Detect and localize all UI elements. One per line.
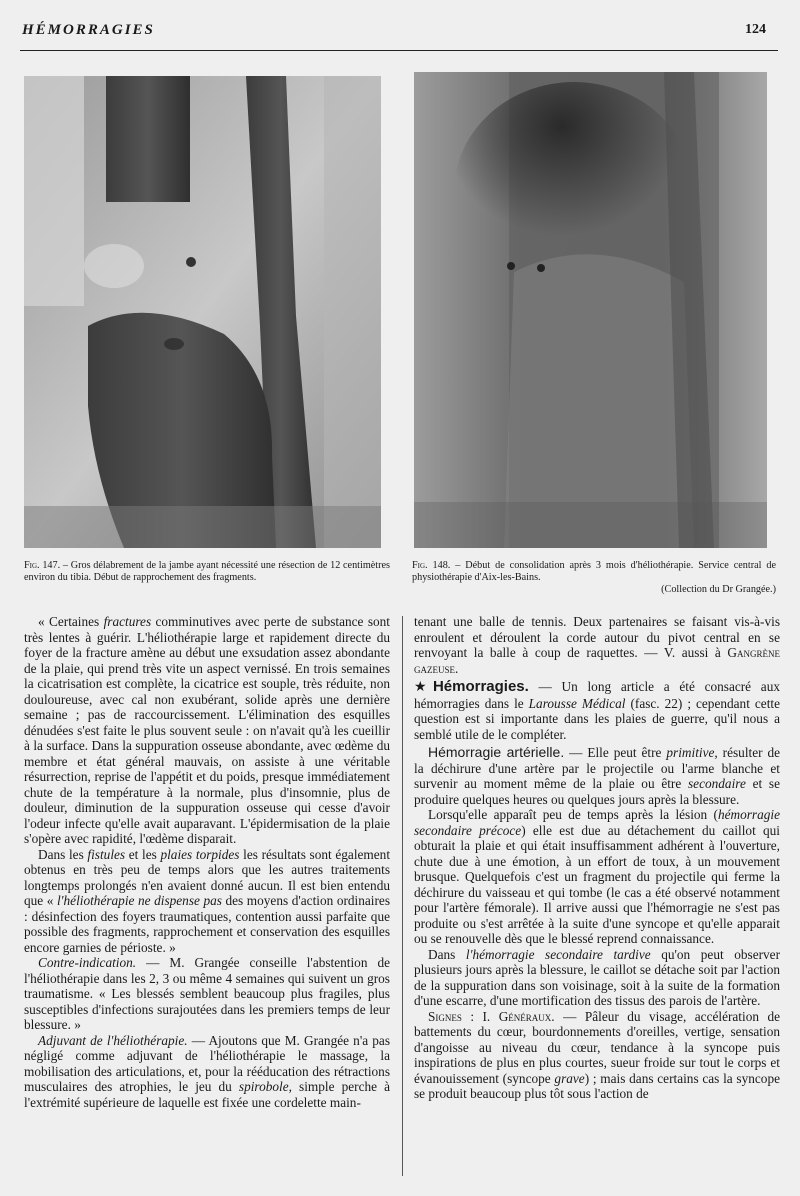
figure-148-xray-drawing — [414, 72, 767, 548]
paragraph-adjuvant — [24, 1033, 390, 1111]
figure-147-caption-text: – Gros délabrement de la jambe ayant nécessité une résection de 12 centimètres environ du tibia. Début de rapprochement des fragments. — [24, 560, 390, 583]
term-secondaire: secondaire — [688, 776, 746, 791]
running-head: HÉMORRAGIES — [22, 22, 155, 38]
term-plaies-torpides: plaies torpides — [160, 846, 240, 862]
text-run: résulter de la déchirure d'une artère par le projectile ou l'arme blanche et survenir au moment même de la plaie ou être — [414, 745, 781, 791]
column-divider — [402, 616, 403, 1176]
figure-148-credit: (Collection du Dr Grangée.) — [661, 584, 776, 595]
text-run: Dans les — [38, 846, 88, 862]
paragraph-hemorragies — [414, 679, 780, 742]
figure-148-caption — [412, 560, 776, 596]
text-run: et les — [125, 846, 161, 862]
text-run: Lorsqu'elle apparaît peu de temps après la lésion ( — [428, 807, 718, 822]
subheading-signes: Signes : I. Généraux. — [428, 1008, 555, 1024]
term-precoce: hémorragie secondaire précoce — [414, 807, 780, 838]
page-number: 124 — [745, 22, 766, 37]
paragraph-precoce — [414, 807, 780, 947]
figure-148-label: Fig. 148. — [412, 560, 451, 571]
text-run: qu'on peut observer plusieurs jours après la blessure, le caillot se détache soit par l'action de la suppuration dans son voisinage, soit à la suite de la formation d'une escarre, d'une mortification des tissus des parois de l'artère. — [414, 946, 781, 1008]
right-column — [414, 614, 780, 1102]
text-run: — Elle peut être — [564, 745, 667, 760]
figure-147-caption — [24, 560, 390, 584]
paragraph-continuation — [414, 614, 780, 676]
figure-147-label: Fig. 147. — [24, 560, 61, 571]
article-heading: Hémorragies. — [432, 678, 529, 695]
paragraph-fractures — [24, 614, 390, 847]
term-fractures: fractures — [103, 614, 152, 629]
text-run: et se produire quelques heures ou quelques jours après la blessure. — [414, 776, 780, 807]
figure-147-xray-drawing — [24, 76, 381, 548]
cross-reference: Gangrène gazeuse. — [414, 645, 780, 676]
figure-148-xray — [414, 72, 767, 548]
text-run: simple perche à l'extrémité supérieure de laquelle est fixée une cordelette main- — [24, 1079, 391, 1110]
text-run: ) ; mais dans certains cas la syncope se produit beaucoup plus tôt sous l'action de — [414, 1070, 780, 1101]
paragraph-signes — [414, 1009, 780, 1102]
subheading-arterielle: Hémorragie artérielle. — [428, 744, 565, 760]
term-spirobole: spirobole, — [238, 1079, 292, 1094]
left-column — [24, 614, 390, 1110]
figure-147-xray — [24, 76, 381, 548]
paragraph-tardive — [414, 947, 780, 1009]
term-tardive: l'hémorragie secondaire tardive — [465, 946, 651, 962]
star-icon: ★ — [414, 679, 433, 695]
text-run: — Ajoutons que M. Grangée n'a pas négligé comme adjuvant de l'héliothérapie le massage, la mobilisation des articulations, et, pour la rééducation des rétractions musculaires des atrophies, le jeu du — [24, 1032, 390, 1094]
term-larousse: Larousse Médical — [528, 695, 626, 711]
text-run: — Pâleur du visage, accélération de battements du cœur, bourdonnements d'oreilles, vertige, sensation d'angoisse au niveau du cœur, tendance à la syncope puis inspirations de plus en plus courtes, sueur froide sur tout le corps et évanouissement (syncope — [414, 1008, 780, 1086]
paragraph-arterielle — [414, 745, 780, 807]
subheading-adjuvant: Adjuvant de l'héliothérapie. — [38, 1032, 188, 1048]
text-run: tenant une balle de tennis. Deux partenaires se faisant vis-à-vis enroulent et déroulent la corde autour du pivot central en se renvoyant la balle à coup de raquettes. — V. aussi à — [414, 614, 780, 660]
text-run: (fasc. 22) ; cependant cette question est si importante dans les plaies de guerre, qu'il nous a semblé utile de le compléter. — [414, 695, 780, 742]
paragraph-fistules — [24, 847, 390, 956]
text-run: — Un long article a été consacré aux hémorragies dans le — [414, 679, 780, 711]
term-heliotherapie: l'héliothérapie ne dispense pas — [56, 893, 222, 908]
text-run: ) elle est due au détachement du caillot qui obturait la plaie et qui était insuffisamment adhérent à l'ouverture, chute due à une émotion, à un effort de toux, à un mouvement brusque. Quelquefois c'est un fragment du projectile qui ferme la déchirure du vaisseau et qui tombe (le cas a été observé notamment pour l'artère fémorale). Il arrive aussi que l'hémorragie ne s'est pas produite ou s'est arrêtée à la suite d'une syncope et qu'elle apparait ou se renouvelle dès que le blessé reprend connaissance. — [414, 822, 780, 946]
text-run: Dans — [428, 946, 466, 962]
term-fistules: fistules — [87, 846, 126, 862]
term-grave: grave — [554, 1070, 585, 1086]
subheading-contre-indication: Contre-indication. — [38, 955, 137, 970]
text-run: — M. Grangée conseille l'abstention de l'héliothérapie dans les 2, 3 ou même 4 semaines qui suivent un gros traumatisme. « Les blessés semblent beaucoup plus fragiles, plus susceptibles d'infections surajoutées dans les premiers temps de leur blessure. » — [24, 955, 390, 1032]
paragraph-contre-indication — [24, 955, 390, 1033]
header-rule — [20, 50, 778, 51]
text-run: « Certaines — [38, 614, 104, 629]
term-primitive: primitive, — [666, 745, 718, 760]
text-run: des moyens d'action ordinaires : désinfection des foyers traumatiques, contention aussi parfaite que possible des fragments, rapprochement et conservation des esquilles encore garnies de périoste. » — [24, 893, 390, 955]
text-run: comminutives avec perte de substance sont très lentes à guérir. L'héliothérapie large et rapidement directe du foyer de la fracture amène au début une exsudation assez abondante de la plaie, qui prend très vite un aspect vernissé. En trois semaines la cicatrisation est complète, la cicatrice est souple, très réduite, non douloureuse, avec cal non exubérant, solide après une dernière semaine ; pas de raccourcissement. L'élimination des esquilles dénudées s'est faite le plus souvent seule : on n'avait qu'à les cueillir à la surface. Dans la suppuration osseuse abondante, avec œdème du membre et état général mauvais, on assiste à une véritable résurrection, reprise de l'appétit et du poids, presque immédiatement chute de la température à la normale, plus d'insomnie, plus de douleur, diminution de la suppuration osseuse qui cesse d'avoir l'odeur infecte qu'elle avait auparavant. L'épidermisation de la plaie s'opère avec rapidité, l'œdème disparait. — [24, 614, 390, 846]
figure-148-caption-text: – Début de consolidation après 3 mois d'héliothérapie. Service central de physiothérapie d'Aix-les-Bains. — [412, 560, 776, 583]
text-run: les résultats sont également obtenus en très peu de temps alors que les autres traitements longtemps prolongés n'en avaient donné aucun. Il est bien entendu que « — [24, 846, 391, 908]
